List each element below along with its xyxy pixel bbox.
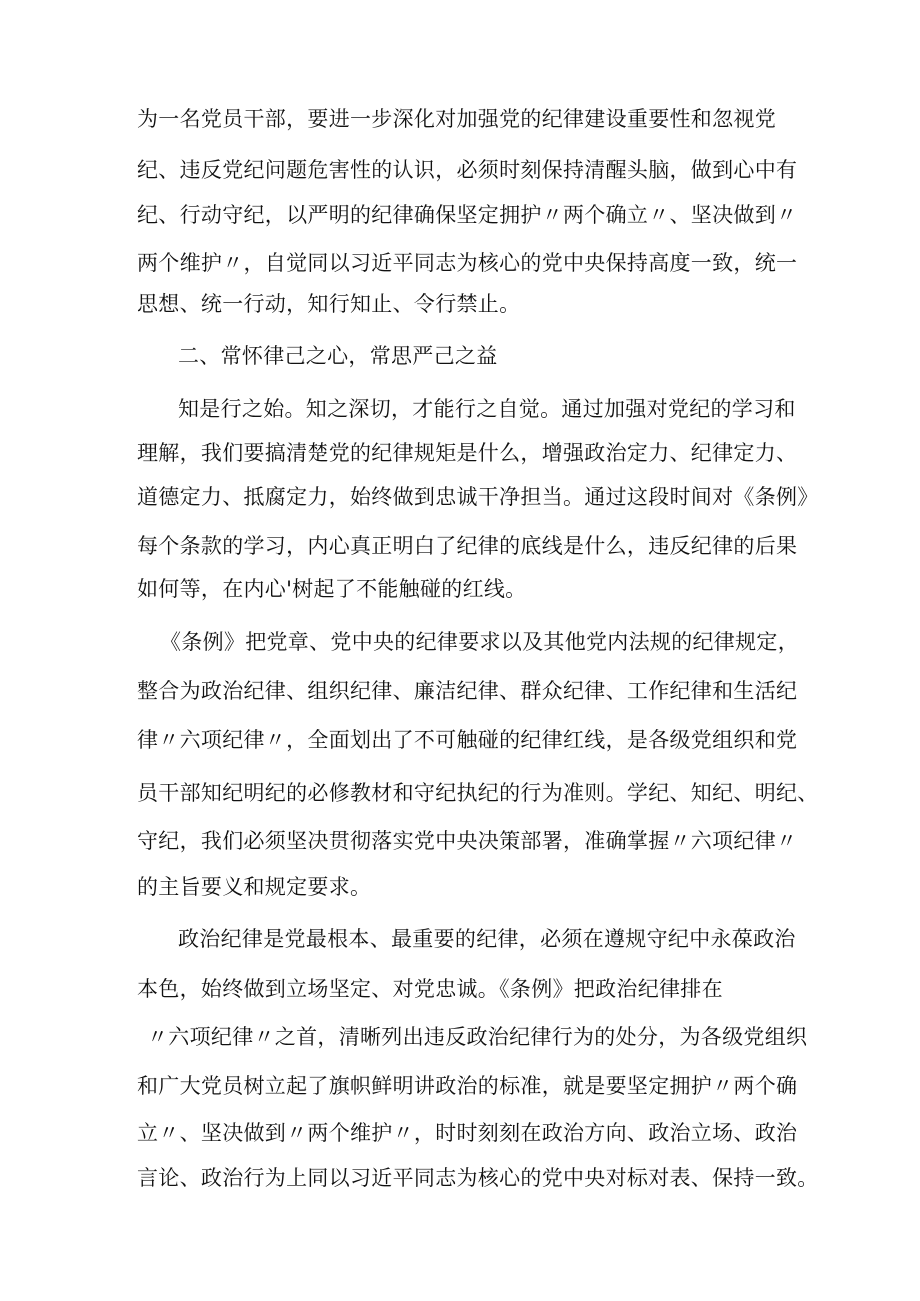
- text-line: 政治纪律是党最根本、最重要的纪律，必须在遵规守纪中永葆政治: [178, 927, 796, 951]
- section-heading: 二、常怀律己之心，常思严己之益: [178, 344, 498, 368]
- text-line: 纪、行动守纪，以严明的纪律确保坚定拥护〃两个确立〃、坚决做到〃: [137, 203, 798, 227]
- text-line: 整合为政治纪律、组织纪律、廉洁纪律、群众纪律、工作纪律和生活纪: [137, 679, 798, 703]
- text-line: 道德定力、抵腐定力，始终做到忠诚干净担当。通过这段时间对《条例》: [137, 485, 819, 509]
- text-line: 《条例》把党章、党中央的纪律要求以及其他党内法规的纪律规定，: [160, 630, 799, 654]
- text-line: 立〃、坚决做到〃两个维护〃，时时刻刻在政治方向、政治立场、政治: [137, 1121, 798, 1145]
- text-line: 知是行之始。知之深切，才能行之自觉。通过加强对党纪的学习和: [178, 397, 796, 421]
- text-line: 言论、政治行为上同以习近平同志为核心的党中央对标对表、保持一致。: [137, 1166, 819, 1190]
- text-line: 的主旨要义和规定要求。: [137, 875, 372, 899]
- text-line: 守纪，我们必须坚决贯彻落实党中央决策部署，准确掌握〃六项纪律〃: [137, 829, 798, 853]
- text-line: 两个维护〃，自觉同以习近平同志为核心的党中央保持高度一致，统一: [137, 251, 798, 275]
- text-line: 律〃六项纪律〃，全面划出了不可触碰的纪律红线，是各级党组织和党: [137, 728, 798, 752]
- text-line: 员干部知纪明纪的必修教材和守纪执纪的行为准则。学纪、知纪、明纪、: [137, 781, 819, 805]
- text-line: 思想、统一行动，知行知止、令行禁止。: [137, 292, 521, 316]
- text-line: 和广大党员树立起了旗帜鲜明讲政治的标准，就是要坚定拥护〃两个确: [137, 1074, 798, 1098]
- text-line: 理解，我们要搞清楚党的纪律规矩是什么，增强政治定力、纪律定力、: [137, 441, 798, 465]
- text-line: 〃六项纪律〃之首，清晰列出违反政治纪律行为的处分，为各级党组织: [147, 1025, 808, 1049]
- text-line: 本色，始终做到立场坚定、对党忠诚。《条例》把政治纪律排在: [137, 977, 723, 1001]
- text-line: 每个条款的学习，内心真正明白了纪律的底线是什么，违反纪律的后果: [137, 534, 798, 558]
- text-line: 纪、违反党纪问题危害性的认识，必须时刻保持清醒头脑，做到心中有: [137, 158, 798, 182]
- text-line: 为一名党员干部，要进一步深化对加强党的纪律建设重要性和忽视党: [137, 107, 776, 131]
- text-line: 如何等，在内心'树起了不能触碰的红线。: [137, 577, 527, 601]
